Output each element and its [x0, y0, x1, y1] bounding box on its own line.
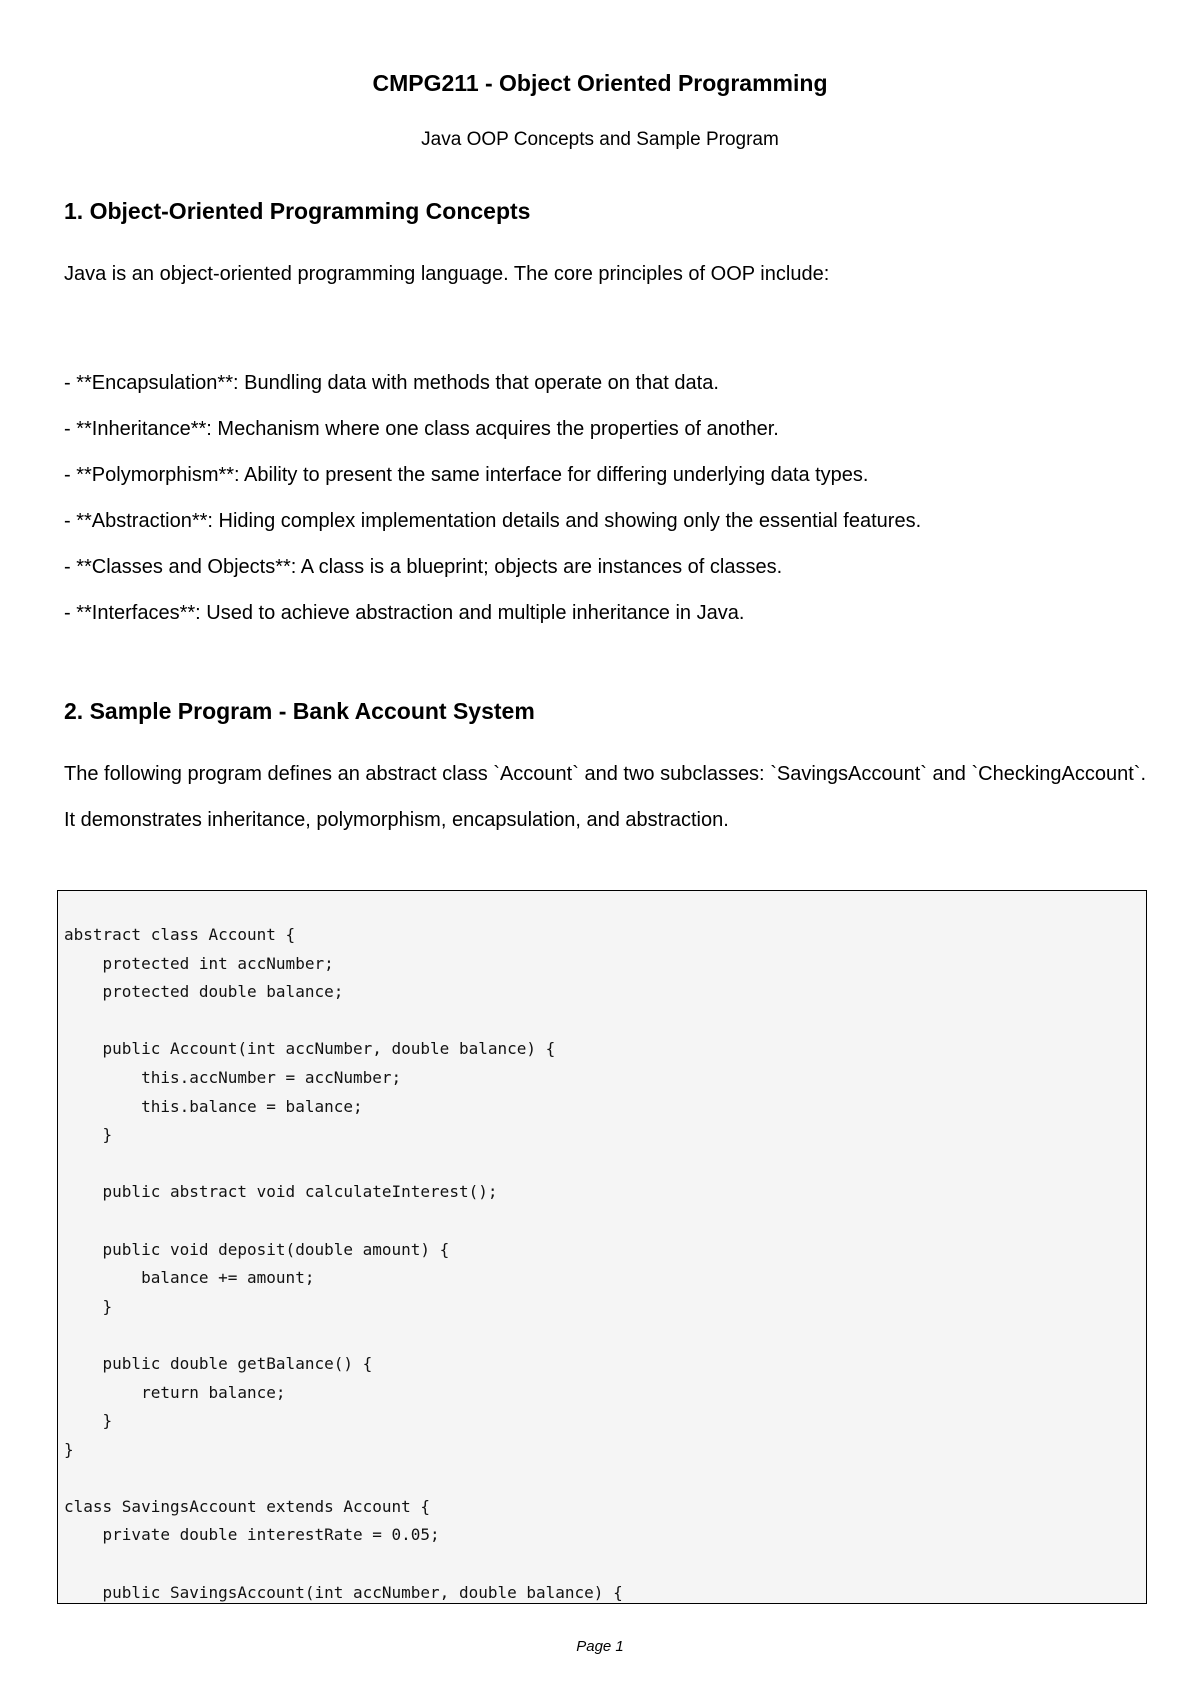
document-subtitle: Java OOP Concepts and Sample Program [421, 129, 779, 150]
list-item: - **Abstraction**: Hiding complex implementation details and showing only the essential features. [64, 510, 922, 532]
list-item: - **Interfaces**: Used to achieve abstraction and multiple inheritance in Java. [64, 602, 745, 624]
document-title: CMPG211 - Object Oriented Programming [372, 70, 828, 96]
section-2-heading: 2. Sample Program - Bank Account System [64, 698, 535, 724]
oop-principles-list [64, 360, 921, 636]
list-item: - **Classes and Objects**: A class is a blueprint; objects are instances of classes. [64, 556, 783, 578]
list-item: - **Encapsulation**: Bundling data with methods that operate on that data. [64, 372, 719, 394]
list-item: - **Inheritance**: Mechanism where one class acquires the properties of another. [64, 418, 779, 440]
code-block [57, 890, 1147, 1604]
code-listing: abstract class Account { protected int accNumber; protected double balance; public Account(int accNumber, double balance) { this.accNumber = accNumber; this.balance = balance; } public abstract void calculateInterest(); public void deposit(double amount) { balance += amount; } public double getBalance() { return balance; } } class SavingsAccount extends Account { private double interestRate = 0.05; public SavingsAccount(int accNumber, double balance) { [64, 925, 623, 1602]
list-item: - **Polymorphism**: Ability to present the same interface for differing underlying data types. [64, 464, 869, 486]
page-number: Page 1 [576, 1638, 624, 1655]
section-1-intro: Java is an object-oriented programming language. The core principles of OOP include: [64, 263, 830, 285]
section-1-heading: 1. Object-Oriented Programming Concepts [64, 198, 531, 224]
section-2-intro: The following program defines an abstract class `Account` and two subclasses: `SavingsAccount` and `CheckingAccount`. It demonstrates inheritance, polymorphism, encapsulation, and abstraction. [64, 763, 1146, 831]
